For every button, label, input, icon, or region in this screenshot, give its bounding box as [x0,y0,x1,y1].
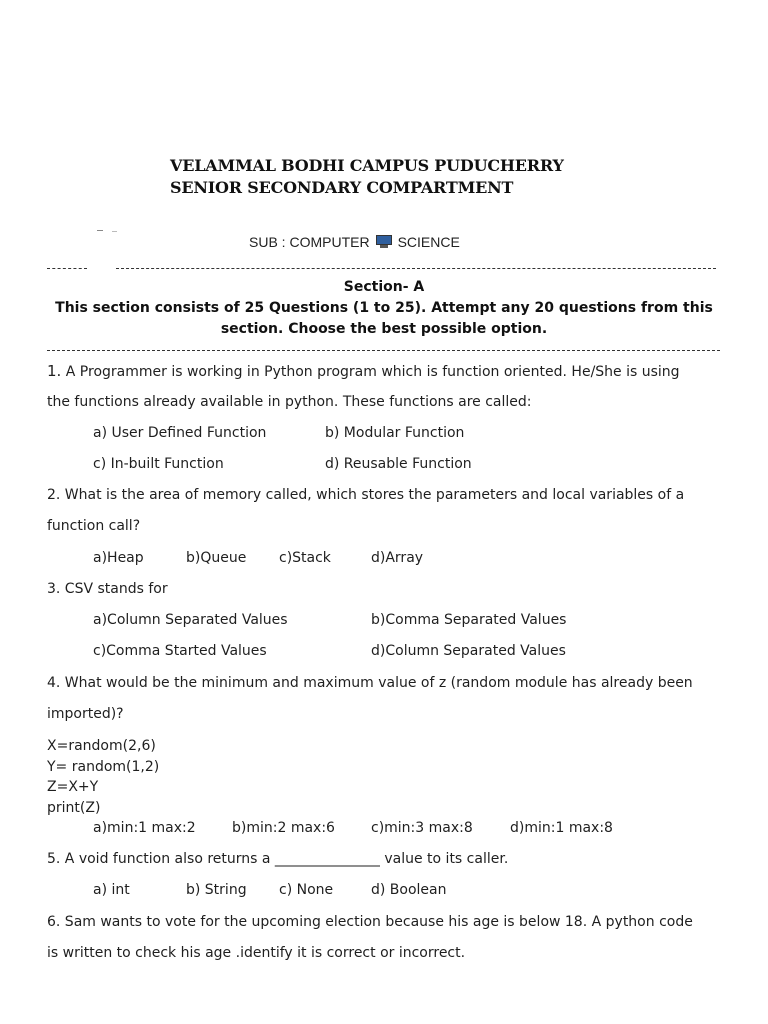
question-5-option-d: d) Boolean [371,882,447,898]
question-3-line1: 3. CSV stands for [47,581,168,597]
question-6-line2: is written to check his age .identify it is correct or incorrect. [47,945,466,961]
question-6-line1: 6. Sam wants to vote for the upcoming election because his age is below 18. A python code [47,914,693,930]
question-2-line2: function call? [47,518,141,534]
dashed-rule-left [47,268,87,269]
question-1-option-d: d) Reusable Function [325,456,472,472]
question-4-code-line3: Z=X+Y [47,779,99,795]
question-5-line1: 5. A void function also returns a _______________ value to its caller. [47,851,509,867]
school-department: SENIOR SECONDARY COMPARTMENT [170,178,514,197]
question-2-option-b: b)Queue [186,550,247,566]
question-4-option-b: b)min:2 max:6 [232,820,335,836]
scan-smudge [112,231,117,232]
question-1-option-c: c) In-built Function [93,456,224,472]
section-title: Section- A [343,279,425,295]
section-instruction-line2: section. Choose the best possible option. [220,321,548,337]
question-3-option-a: a)Column Separated Values [93,612,288,628]
question-2-line1: 2. What is the area of memory called, which stores the parameters and local variables of a [47,487,685,503]
question-5-option-a: a) int [93,882,130,898]
question-2-option-d: d)Array [371,550,424,566]
question-3-option-b: b)Comma Separated Values [371,612,567,628]
scan-smudge [97,230,103,231]
school-name: VELAMMAL BODHI CAMPUS PUDUCHERRY [170,156,564,175]
question-4-line1: 4. What would be the minimum and maximum value of z (random module has already been [47,675,693,691]
question-4-code-line2: Y= random(1,2) [47,759,160,775]
question-1-line1: 1. A Programmer is working in Python program which is function oriented. He/She is using [47,362,680,380]
subject-prefix: SUB : COMPUTER [249,234,370,250]
question-4-option-a: a)min:1 max:2 [93,820,196,836]
question-1-option-b: b) Modular Function [325,425,465,441]
section-instruction-line1: This section consists of 25 Questions (1 to 25). Attempt any 20 questions from this [55,300,713,316]
question-1-line2: the functions already available in python. These functions are called: [47,394,532,410]
question-4-option-c: c)min:3 max:8 [371,820,473,836]
question-3-option-c: c)Comma Started Values [93,643,267,659]
question-4-line2: imported)? [47,706,124,722]
question-5-option-c: c) None [279,882,334,898]
question-1-option-a: a) User Defined Function [93,425,267,441]
subject-line [249,234,460,250]
computer-monitor-icon [376,235,392,249]
question-3-option-d: d)Column Separated Values [371,643,566,659]
question-2-option-a: a)Heap [93,550,144,566]
question-2-option-c: c)Stack [279,550,331,566]
question-5-option-b: b) String [186,882,247,898]
question-1-number: 1. [47,362,62,380]
subject-suffix: SCIENCE [397,234,460,250]
question-4-option-d: d)min:1 max:8 [510,820,613,836]
dashed-rule-bottom [47,350,720,351]
question-4-code-line4: print(Z) [47,800,101,816]
question-4-code-line1: X=random(2,6) [47,738,156,754]
dashed-rule-top [116,268,716,269]
